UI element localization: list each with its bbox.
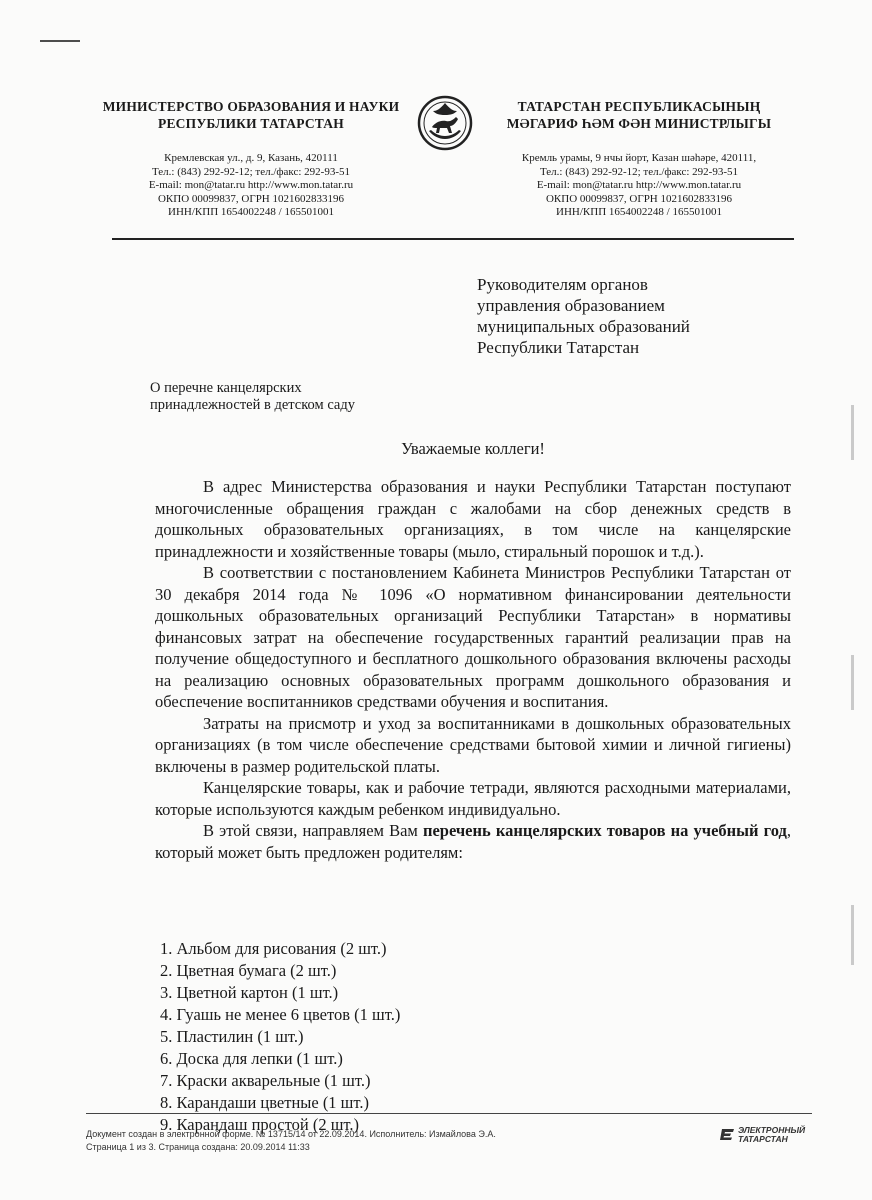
e-logo-icon — [720, 1126, 736, 1142]
document-footer — [86, 1128, 646, 1153]
inn-ru: ИНН/КПП 1654002248 / 165501001 — [168, 206, 334, 218]
okpo-ru: ОКПО 00099837, ОГРН 1021602833196 — [157, 192, 345, 205]
address-tt: Кремль урамы, 9 нчы йорт, Казан шәһәре, 420111, — [521, 152, 757, 164]
header-left — [92, 98, 410, 220]
addressee-line: Руководителям органов — [477, 275, 648, 294]
final-paragraph-emphasis: перечень канцелярских товаров на учебный год — [422, 821, 787, 840]
final-paragraph-text: , который может быть предложен родителям: — [155, 821, 792, 862]
ministry-name-ru-line1: МИНИСТЕРСТВО ОБРАЗОВАНИЯ И НАУКИ — [102, 99, 400, 114]
addressee-line: управления образованием — [477, 296, 665, 315]
ministry-name-ru-line2: РЕСПУБЛИКИ ТАТАРСТАН — [158, 116, 344, 131]
scan-mark-right-3 — [851, 905, 854, 965]
body-paragraph: Затраты на присмотр и уход за воспитанниками в дошкольных образовательных организациях (в том числе обеспечение средствами бытовой химии и личной гигиены) включены в размер родительской платы. — [155, 713, 791, 776]
electronic-tatarstan-logo — [720, 1124, 820, 1146]
list-item: 2. Цветная бумага (2 шт.) — [160, 961, 337, 980]
ministry-name-tt-line2: МӘГАРИФ ҺӘМ ФӘН МИНИСТРЛЫГЫ — [506, 116, 772, 131]
body-paragraph: Канцелярские товары, как и рабочие тетради, являются расходными материалами, которые используются каждым ребенком индивидуально. — [155, 778, 791, 819]
list-item: 5. Пластилин (1 шт.) — [160, 1027, 304, 1046]
footer-divider — [86, 1113, 812, 1114]
phone-ru: Тел.: (843) 292-92-12; тел./факс: 292-93-51 — [151, 165, 351, 178]
scan-mark-right-1 — [851, 405, 854, 460]
greeting: Уважаемые коллеги! — [401, 439, 545, 458]
addressee-line: Республики Татарстан — [477, 338, 640, 357]
list-item: 3. Цветной картон (1 шт.) — [160, 983, 339, 1002]
brand-line2: ТАТАРСТАН — [738, 1134, 788, 1144]
address-ru: Кремлевская ул., д. 9, Казань, 420111 — [164, 152, 338, 164]
body-paragraph: В адрес Министерства образования и науки Республики Татарстан поступают многочисленные обращения граждан с жалобами на сбор денежных средств в дошкольных образовательных организациях, в том числе на канцелярские принадлежности и хозяйственные товары (мыло, стиральный порошок и т.д.). — [155, 477, 791, 561]
phone-tt: Тел.: (843) 292-92-12; тел./факс: 292-93-51 — [539, 165, 739, 178]
list-item: 7. Краски акварельные (1 шт.) — [160, 1071, 371, 1090]
header-right — [478, 98, 800, 220]
subject-block — [150, 380, 450, 414]
email-tt: E-mail: mon@tatar.ru http://www.mon.tatar.ru — [536, 179, 742, 191]
coat-of-arms-emblem — [415, 95, 475, 151]
list-item: 1. Альбом для рисования (2 шт.) — [160, 939, 387, 958]
footer-doc-info: Документ создан в электронной форме. № 13715/14 от 22.09.2014. Исполнитель: Измайлова Э.А. — [86, 1129, 496, 1139]
list-item: 6. Доска для лепки (1 шт.) — [160, 1049, 343, 1068]
stationery-list — [160, 938, 660, 1136]
footer-page-info: Страница 1 из 3. Страница создана: 20.09.2014 11:33 — [86, 1141, 310, 1152]
ministry-name-tt-line1: ТАТАРСТАН РЕСПУБЛИКАСЫНЫҢ — [517, 99, 761, 114]
addressee-line: муниципальных образований — [477, 317, 690, 336]
scan-mark-right-2 — [851, 655, 854, 710]
letter-body — [155, 476, 791, 863]
brand-line1: ЭЛЕКТРОННЫЙ — [738, 1125, 806, 1135]
body-paragraph: В соответствии с постановлением Кабинета Министров Республики Татарстан от 30 декабря 2014 года № 1096 «О нормативном финансировании деятельности дошкольных образовательных организаций Республики Татарстан» в нормативы финансовых затрат на обеспечение государственных гарантий реализации прав на получение общедоступного и бесплатного дошкольного образования включены расходы на реализацию основных образовательных программ дошкольного образования и обеспечение воспитанников средствами обучения и воспитания. — [155, 563, 791, 711]
list-item: 4. Гуашь не менее 6 цветов (1 шт.) — [160, 1005, 401, 1024]
list-item: 8. Карандаши цветные (1 шт.) — [160, 1093, 369, 1112]
final-paragraph — [155, 820, 791, 863]
subject-line: О перечне канцелярских — [150, 380, 302, 396]
header-divider — [112, 238, 794, 240]
addressee-block — [477, 274, 807, 358]
inn-tt: ИНН/КПП 1654002248 / 165501001 — [556, 206, 722, 218]
scan-mark-top-left — [40, 40, 80, 42]
subject-line: принадлежностей в детском саду — [150, 397, 355, 413]
final-paragraph-text: В этой связи, направляем Вам — [203, 821, 423, 840]
okpo-tt: ОКПО 00099837, ОГРН 1021602833196 — [545, 192, 733, 205]
list-item: 9. Карандаш простой (2 шт.) — [160, 1115, 359, 1134]
email-ru: E-mail: mon@tatar.ru http://www.mon.tatar.ru — [148, 179, 354, 191]
